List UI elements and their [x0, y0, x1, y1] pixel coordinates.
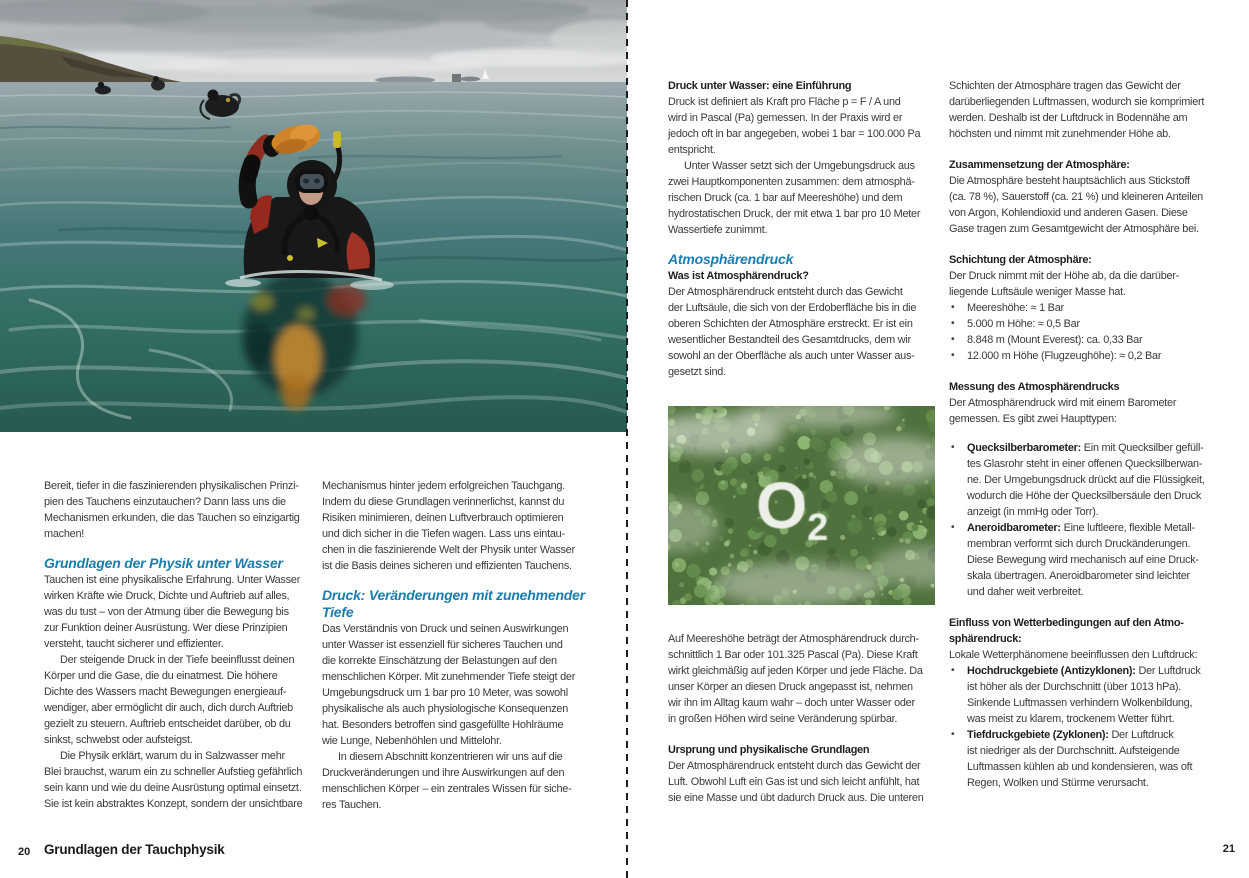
text-line: Umgebungsdruck um 1 bar pro 10 Meter, was sowohl [322, 687, 568, 699]
text-line: Druck ist definiert als Kraft pro Fläche p = F / A und [668, 96, 901, 108]
bullet-text [967, 332, 1216, 348]
text-line: rischen Druck (ca. 1 bar auf Meereshöhe) und dem [668, 192, 903, 204]
bullet-item [949, 348, 1216, 364]
text-line: Quecksilberbarometer: Ein mit Quecksilber gefüll- [967, 442, 1204, 454]
text-line: Schichtung der Atmosphäre: [949, 254, 1092, 266]
sub-heading [949, 252, 1216, 268]
text-line: die korrekte Einschätzung der Belastungen auf den [322, 655, 557, 667]
text-line: Diese Bewegung wird mechanisch auf eine Druck- [967, 554, 1199, 566]
sub-heading [949, 157, 1216, 173]
text-line: Luft. Obwohl Luft ein Gas ist und sich leicht anfühlt, hat [668, 776, 920, 788]
text-line: jedoch oft in bar angegeben, wobei 1 bar = 100.000 Pa [668, 128, 921, 140]
text-line: Die Atmosphäre besteht hauptsächlich aus Stickstoff [949, 175, 1190, 187]
text-line: Indem du diese Grundlagen verinnerlichst, kannst du [322, 496, 565, 508]
text-line: In diesem Abschnitt konzentrieren wir uns auf die [338, 751, 563, 763]
text-line: menschlichen Körper – ein zentrales Wissen für siche- [322, 783, 572, 795]
text-line: wendiger, aber ermöglicht dir auch, dich durch Auftrieb [44, 702, 293, 714]
text-line: ist die Basis deines sicheren und effizienten Tauchens. [322, 560, 572, 572]
oxygen-forest-illustration [668, 406, 935, 605]
right-page-column-1 [668, 78, 944, 806]
paragraph [949, 268, 1216, 300]
text-line: Blei brauchst, warum ein zu schneller Aufstieg gefährlich [44, 766, 303, 778]
text-line: Einfluss von Wetterbedingungen auf den Atmo- [949, 617, 1184, 629]
text-line: ist niedriger als der Durchschnitt. Aufsteigende [967, 745, 1180, 757]
text-line: wie Lunge, Nebenhöhlen und Mittelohr. [322, 735, 502, 747]
text-line: gemessen. Es gibt zwei Haupttypen: [949, 413, 1117, 425]
text-line: der Luftsäule, die sich von der Erdoberfläche bis in die [668, 302, 917, 314]
text-line: (ca. 78 %), Sauerstoff (ca. 21 %) und kleineren Anteilen [949, 191, 1203, 203]
text-line: versteht, taucht sicherer und effizienter. [44, 638, 224, 650]
text-line: Atmosphärendruck [668, 251, 794, 267]
bullet-icon: • [951, 442, 955, 453]
text-line: Mechanismus hinter jedem erfolgreichen Tauchgang. [322, 480, 566, 492]
text-line: Druck: Veränderungen mit zunehmender [322, 587, 585, 603]
text-line: unser Körper an diesen Druck angepasst ist, nehmen [668, 681, 913, 693]
diver-photo-illustration [0, 0, 627, 432]
text-line: Ursprung und physikalische Grundlagen [668, 744, 870, 756]
page-separator-dashed-line [626, 0, 628, 878]
text-line: Mechanismen erkunden, die das Tauchen so einzigartig [44, 512, 300, 524]
text-line: Bereit, tiefer in die faszinierenden physikalischen Prinzi- [44, 480, 299, 492]
bullet-item [949, 663, 1216, 727]
text-line: machen! [44, 528, 85, 540]
text-line: ne. Der Umgebungsdruck drückt auf die Flüssigkeit, [967, 474, 1205, 486]
text-line: höchsten und nimmt mit zunehmender Höhe ab. [949, 128, 1171, 140]
section-heading [44, 555, 306, 572]
text-line: Grundlagen der Physik unter Wasser [44, 555, 283, 571]
sub-heading [668, 78, 944, 94]
text-line: zwei Hauptkomponenten zusammen: dem atmosphä- [668, 176, 915, 188]
paragraph [668, 631, 944, 727]
text-line: Messung des Atmosphärendrucks [949, 381, 1120, 393]
paragraph [44, 572, 306, 652]
bullet-icon: • [951, 302, 955, 313]
text-line: menschlichen Körper. Mit zunehmender Tiefe steigt der [322, 671, 576, 683]
bullet-item [949, 332, 1216, 348]
text-line: und daher weit verbreitet. [967, 586, 1084, 598]
bullet-text [967, 316, 1216, 332]
bullet-icon: • [951, 334, 955, 345]
text-line: Druckveränderungen und ihre Auswirkungen auf den [322, 767, 565, 779]
text-line: Der Atmosphärendruck wird mit einem Barometer [949, 397, 1177, 409]
text-line: Schichten der Atmosphäre tragen das Gewicht der [949, 80, 1181, 92]
bullet-item [949, 316, 1216, 332]
text-line: darüberliegenden Luftmassen, wodurch sie komprimiert [949, 96, 1205, 108]
paragraph [322, 621, 584, 749]
text-line: in großen Höhen wird seine Veränderung spürbar. [668, 713, 898, 725]
text-line: schnittlich 1 Bar oder 101.325 Pascal (Pa). Diese Kraft [668, 649, 918, 661]
bullet-text [967, 348, 1216, 364]
text-line: Der Atmosphärendruck entsteht durch das Gewicht der [668, 760, 921, 772]
text-line: wird in Pascal (Pa) gemessen. In der Praxis wird er [668, 112, 903, 124]
text-line: Luftmassen kühlen ab und kondensieren, was oft [967, 761, 1193, 773]
text-line: physikalische als auch physiologische Konsequenzen [322, 703, 569, 715]
text-line: wir ihn im Alltag kaum wahr – doch unter Wasser oder [668, 697, 915, 709]
left-page-column-2 [322, 478, 584, 813]
bullet-icon: • [951, 729, 955, 740]
text-line: ist höher als der Durchschnitt (über 1013 hPa). [967, 681, 1182, 693]
text-line: Auf Meereshöhe beträgt der Atmosphärendruck durch- [668, 633, 919, 645]
paragraph [949, 173, 1216, 237]
text-line: gezielt zu steuern. Auftrieb entscheidet darüber, ob du [44, 718, 291, 730]
text-line: pien des Tauchens einzutauchen? Dann lass uns die [44, 496, 286, 508]
text-line: was meist zu klarem, trockenem Wetter führt. [967, 713, 1175, 725]
bullet-item [949, 727, 1216, 791]
text-line: Tauchen ist eine physikalische Erfahrung. Unter Wasser [44, 574, 301, 586]
text-line: res Tauchen. [322, 799, 382, 811]
bullet-item [949, 520, 1216, 600]
section-heading [668, 251, 944, 268]
text-line: Der Atmosphärendruck entsteht durch das Gewicht [668, 286, 903, 298]
text-line: wirkt gleichmäßig auf jeden Körper und jede Fläche. Da [668, 665, 923, 677]
text-line: Druck unter Wasser: eine Einführung [668, 80, 852, 92]
text-line: und dich sicher in die Tiefen wagen. Lass uns eintau- [322, 528, 565, 540]
text-line: Unter Wasser setzt sich der Umgebungsdruck aus [684, 160, 915, 172]
text-line: Sie ist kein abstraktes Konzept, sondern der unsichtbare [44, 798, 303, 810]
right-col1-top [668, 78, 944, 380]
text-line: Aneroidbarometer: Eine luftleere, flexible Metall- [967, 522, 1195, 534]
text-line: Lokale Wetterphänomene beeinflussen den Luftdruck: [949, 649, 1198, 661]
text-line: sowohl an der Oberfläche als auch unter Wasser aus- [668, 350, 915, 362]
text-line: Die Physik erklärt, warum du in Salzwasser mehr [60, 750, 285, 762]
sub-heading [949, 379, 1216, 395]
text-line: unter Wasser ist essenziell für sicheres Tauchen und [322, 639, 563, 651]
page-number-left: 20 [18, 846, 31, 858]
bullet-text [967, 520, 1216, 600]
text-line: tes Glasrohr steht in einer offenen Quecksilberwan- [967, 458, 1203, 470]
bullet-item [949, 300, 1216, 316]
text-line: Tiefe [322, 604, 354, 620]
text-line: Meereshöhe: ≈ 1 Bar [967, 302, 1064, 314]
text-line: Gase tragen zum Gesamtgewicht der Atmosphäre bei. [949, 223, 1199, 235]
right-page-column-2 [949, 78, 1216, 791]
bullet-text [967, 663, 1216, 727]
oxygen-label: O2 [756, 468, 828, 549]
text-line: Der Druck nimmt mit der Höhe ab, da die darüber- [949, 270, 1180, 282]
paragraph [668, 284, 944, 380]
text-line: Was ist Atmosphärendruck? [668, 270, 809, 282]
text-line: Hochdruckgebiete (Antizyklonen): Der Luftdruck [967, 665, 1201, 677]
page-number-right: 21 [1222, 843, 1235, 855]
text-line: 8.848 m (Mount Everest): ca. 0,33 Bar [967, 334, 1143, 346]
paragraph [44, 478, 306, 542]
text-line: werden. Deshalb ist der Luftdruck in Bodennähe am [949, 112, 1188, 124]
text-line: sein kann und wie du deine Ausrüstung optimal einsetzt. [44, 782, 302, 794]
bullet-list [949, 300, 1216, 364]
text-line: skala übertragen. Aneroidbarometer sind leichter [967, 570, 1190, 582]
paragraph [949, 647, 1216, 663]
paragraph [44, 748, 306, 812]
paragraph [949, 395, 1216, 427]
text-line: hat. Besonders betroffen sind gasgefüllte Hohlräume [322, 719, 564, 731]
paragraph [322, 478, 584, 574]
text-line: Wassertiefe zunimmt. [668, 224, 768, 236]
text-line: Sinkende Luftmassen verhindern Wolkenbildung, [967, 697, 1193, 709]
text-line: Das Verständnis von Druck und seinen Auswirkungen [322, 623, 569, 635]
text-line: liegende Luftsäule weniger Masse hat. [949, 286, 1126, 298]
right-col1-bottom [668, 631, 944, 806]
text-line: Regen, Wolken und Stürme verursacht. [967, 777, 1149, 789]
bullet-list [949, 663, 1216, 791]
sub-heading [668, 268, 944, 284]
left-page-column-1 [44, 478, 306, 812]
text-line: Zusammensetzung der Atmosphäre: [949, 159, 1130, 171]
text-line: was du tust – von der Atmung über die Bewegung bis [44, 606, 289, 618]
sub-heading [668, 742, 944, 758]
text-line: von Argon, Kohlendioxid und anderen Gasen. Diese [949, 207, 1188, 219]
text-line: gesetzt sind. [668, 366, 726, 378]
text-line: 12.000 m Höhe (Flugzeughöhe): ≈ 0,2 Bar [967, 350, 1162, 362]
paragraph [668, 758, 944, 806]
text-line: anzeigt (in mmHg oder Torr). [967, 506, 1099, 518]
text-line: Dichte des Wassers macht Bewegungen energieauf- [44, 686, 287, 698]
bullet-text [967, 300, 1216, 316]
text-line: zur Funktion deiner Ausrüstung. Wer diese Prinzipien [44, 622, 288, 634]
paragraph [668, 94, 944, 158]
text-line: wesentlicher Bestandteil des Gesamtdrucks, dem wir [668, 334, 911, 346]
text-line: hydrostatischen Druck, der mit etwa 1 bar pro 10 Meter [668, 208, 921, 220]
paragraph [44, 652, 306, 748]
diver-photo [0, 0, 627, 432]
text-line: Der steigende Druck in der Tiefe beeinflusst deinen [60, 654, 295, 666]
text-line: Risiken minimieren, deinen Luftverbrauch optimieren [322, 512, 564, 524]
sub-heading [949, 615, 1216, 647]
paragraph [668, 158, 944, 238]
text-line: Tiefdruckgebiete (Zyklonen): Der Luftdruck [967, 729, 1174, 741]
bullet-text [967, 727, 1216, 791]
text-line: wirken Kräfte wie Druck, Dichte und Auftrieb auf alles, [44, 590, 290, 602]
text-line: chen in die faszinierende Welt der Physik unter Wasser [322, 544, 575, 556]
paragraph [322, 749, 584, 813]
oxygen-forest-image [668, 406, 935, 605]
bullet-list [949, 440, 1216, 600]
text-line: Körper und die Gase, die du einatmest. Die höhere [44, 670, 278, 682]
bullet-icon: • [951, 665, 955, 676]
text-line: sinkst, schwebst oder aufsteigst. [44, 734, 193, 746]
chapter-title: Grundlagen der Tauchphysik [44, 842, 225, 857]
bullet-item [949, 440, 1216, 520]
bullet-icon: • [951, 318, 955, 329]
text-line: sie eine Masse und übt dadurch Druck aus. Die unteren [668, 792, 924, 804]
text-line: wodurch die Höhe der Quecksilbersäule den Druck [967, 490, 1202, 502]
text-line: entspricht. [668, 144, 716, 156]
text-line: membran verformt sich durch Druckänderungen. [967, 538, 1191, 550]
text-line: 5.000 m Höhe: ≈ 0,5 Bar [967, 318, 1080, 330]
text-line: oberen Schichten der Atmosphäre erstreckt. Er ist ein [668, 318, 913, 330]
bullet-icon: • [951, 522, 955, 533]
paragraph [949, 78, 1216, 142]
bullet-text [967, 440, 1216, 520]
section-heading [322, 587, 584, 621]
bullet-icon: • [951, 350, 955, 361]
text-line: sphärendruck: [949, 633, 1022, 645]
